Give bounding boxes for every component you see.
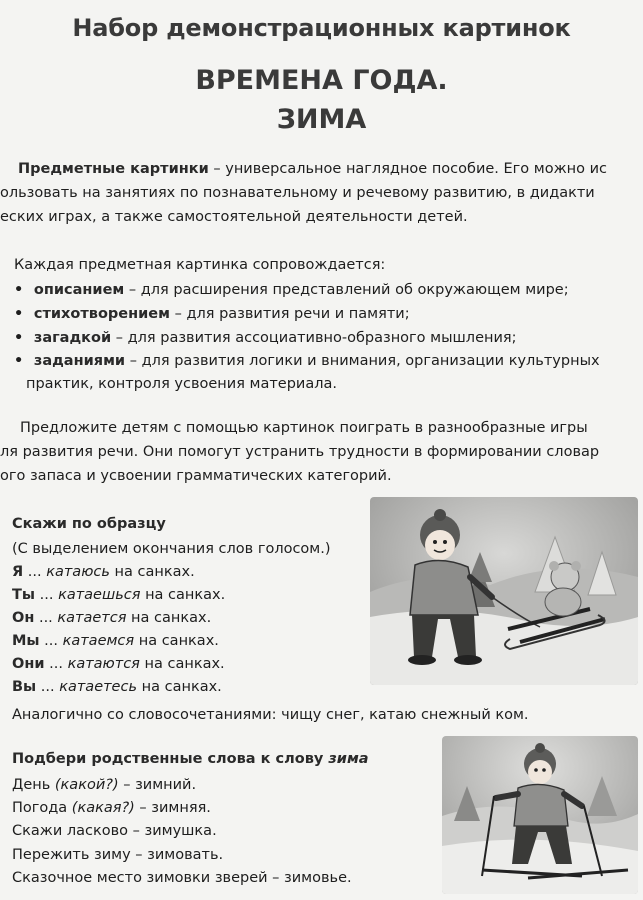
intro-bold-term: Предметные картинки [18, 161, 209, 177]
task2-line-2-a: Погода [12, 800, 72, 816]
task1-row-verb: катаются [67, 656, 140, 672]
task1-row-rest: на санках. [109, 564, 195, 580]
intro-line-1-rest: – универсальное наглядное пособие. Его можно ис [208, 161, 608, 177]
task1-row-pronoun: Мы [12, 633, 40, 649]
task1-row [12, 563, 195, 581]
task1-row-pronoun: Ты [12, 587, 36, 603]
task1-row-pronoun: Вы [12, 679, 37, 695]
intro-line-2: ользовать на занятиях по познавательному и речевому развитию, в дидакти [0, 185, 595, 201]
task2-heading [12, 750, 369, 768]
accompany-item-1 [14, 281, 569, 299]
task2-line-1-a: День [12, 777, 55, 793]
page-subtitle-line1: ВРЕМЕНА ГОДА. [195, 65, 448, 96]
ski-illustration [442, 736, 638, 894]
sled-illustration [370, 497, 638, 685]
accompany-item-4 [14, 352, 600, 370]
task1-row-rest: на санках. [134, 633, 219, 649]
accompany-item-1-term: описанием [33, 282, 125, 298]
task1-heading [12, 515, 166, 533]
task1-row-rest: на санках. [139, 656, 225, 672]
suggest-line-3: ого запаса и усвоении грамматических категорий. [0, 468, 392, 484]
task2-line-1-b: – зимний. [118, 777, 197, 793]
accompany-item-4-rest: – для развития логики и внимания, организации культурных [125, 353, 600, 369]
task2-line-3: Скажи ласково – зимушка. [12, 823, 217, 839]
task1-row-verb: катаетесь [59, 679, 138, 695]
page-title: Набор демонстрационных картинок [72, 14, 571, 42]
task1-row-pronoun: Они [12, 656, 45, 672]
task2-line-5: Сказочное место зимовки зверей – зимовье. [12, 870, 352, 886]
accompany-item-3-rest: – для развития ассоциативно-образного мышления; [111, 330, 517, 346]
task1-row [12, 586, 225, 604]
task1-row-rest: на санках. [126, 610, 212, 626]
task2-heading-word: зима [328, 751, 369, 767]
task2-heading-text: Подбери родственные слова к слову [12, 751, 329, 767]
accompany-item-2-term: стихотворением [33, 306, 170, 322]
task1-row-verb: катаемся [62, 633, 135, 649]
task1-row-dots: ... [39, 633, 63, 649]
task1-row [12, 609, 211, 627]
task2-line-1 [12, 776, 196, 794]
task1-row [12, 655, 225, 673]
task1-row-dots: ... [36, 679, 60, 695]
task1-row-dots: ... [35, 587, 59, 603]
accompany-item-3-term: загадкой [33, 330, 112, 346]
accompany-item-4-term: заданиями [33, 353, 126, 369]
accompany-item-4-line-2: практик, контроля усвоения материала. [26, 376, 337, 392]
task1-note: (С выделением окончания слов голосом.) [12, 541, 331, 557]
task1-row [12, 632, 219, 650]
task2-line-2 [12, 799, 211, 817]
task1-row-rest: на санках. [137, 679, 222, 695]
task1-analog: Аналогично со словосочетаниями: чищу снег, катаю снежный ком. [12, 707, 529, 723]
task2-line-2-b: – зимняя. [134, 800, 211, 816]
suggest-line-2: ля развития речи. Они помогут устранить трудности в формировании словар [0, 444, 600, 460]
intro-line-3: еских играх, а также самостоятельной деятельности детей. [0, 209, 468, 225]
task1-row-dots: ... [34, 610, 58, 626]
task1-row-verb: катаюсь [46, 564, 110, 580]
task1-row-pronoun: Я [12, 564, 24, 580]
accompany-lead: Каждая предметная картинка сопровождается: [14, 257, 386, 273]
task1-row-verb: катается [57, 610, 127, 626]
accompany-item-1-rest: – для расширения представлений об окружающем мире; [124, 282, 569, 298]
task1-row-dots: ... [23, 564, 47, 580]
accompany-item-3 [14, 329, 517, 347]
task2-line-2-q: (какая?) [71, 800, 135, 816]
task1-row-rest: на санках. [140, 587, 226, 603]
task1-row-dots: ... [44, 656, 68, 672]
task1-heading-text: Скажи по образцу [12, 516, 166, 532]
task2-line-1-q: (какой?) [54, 777, 119, 793]
task1-row-verb: катаешься [58, 587, 141, 603]
task1-row [12, 678, 222, 696]
ski-illustration-svg [442, 736, 638, 894]
accompany-item-2 [14, 305, 410, 323]
sled-illustration-svg [370, 497, 638, 685]
page-subtitle-line2: ЗИМА [276, 104, 367, 135]
intro-line-1 [18, 160, 607, 178]
task2-line-4: Пережить зиму – зимовать. [12, 847, 224, 863]
suggest-line-1: Предложите детям с помощью картинок поиграть в разнообразные игры [20, 420, 588, 436]
task1-row-pronoun: Он [12, 610, 35, 626]
accompany-item-2-rest: – для развития речи и памяти; [169, 306, 410, 322]
